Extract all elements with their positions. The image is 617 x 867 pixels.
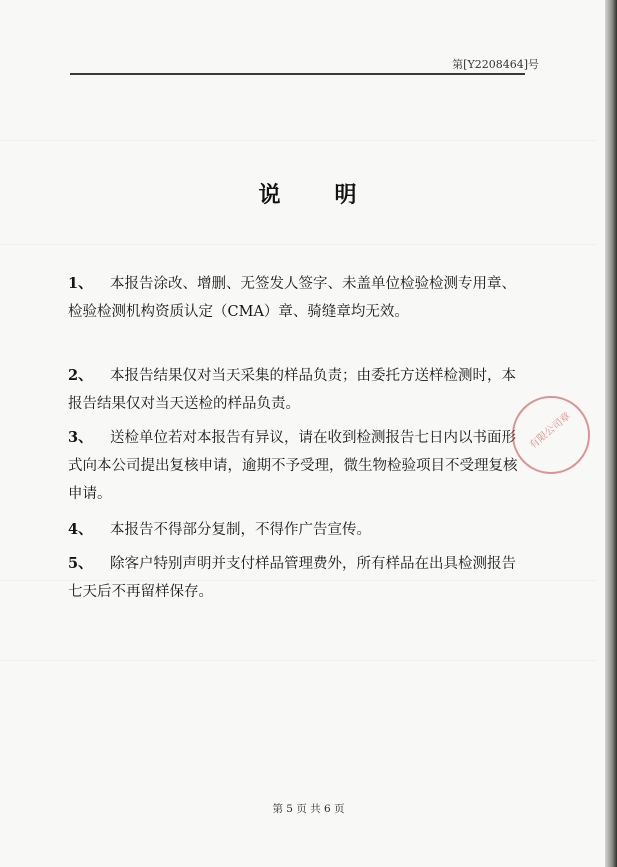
page-number: 第 5 页 共 6 页 [272,803,345,815]
notice-item-number: 1、 [68,275,93,292]
notice-item-number: 3、 [68,429,93,446]
show-through-line [0,140,597,141]
header-divider [70,73,525,75]
notice-item-3 [68,424,520,508]
notice-item-4 [68,516,520,544]
notice-item-text: 本报告结果仅对当天采集的样品负责；由委托方送样检测时，本报告结果仅对当天送检的样品负责。 [68,368,516,412]
notice-item-number: 4、 [68,521,93,538]
scan-edge-shadow [605,0,617,867]
seam-seal-stamp [512,396,590,474]
title-char-1: 说 [258,182,283,208]
notice-item-number: 5、 [68,555,93,572]
title-char-2: 明 [334,182,359,208]
notice-item-number: 2、 [68,367,93,384]
report-number: 第[Y2208464]号 [452,58,539,71]
notice-item-text: 除客户特别声明并支付样品管理费外，所有样品在出具检测报告七天后不再留样保存。 [68,556,516,600]
notice-item-text: 送检单位若对本报告有异议，请在收到检测报告七日内以书面形式向本公司提出复核申请，逾期不予受理，微生物检验项目不受理复核申请。 [68,430,518,502]
show-through-line [0,244,597,245]
notice-item-text: 本报告不得部分复制，不得作广告宣传。 [110,522,371,538]
stamp-text: 有限公司章 [527,410,573,452]
notice-item-text: 本报告涂改、增删、无签发人签字、未盖单位检验检测专用章、检验检测机构资质认定（CMA）章、骑缝章均无效。 [68,276,516,320]
notice-item-1 [68,270,520,326]
show-through-line [0,660,597,661]
page-title [0,178,617,209]
notice-item-2 [68,362,520,418]
notice-item-5 [68,550,520,606]
